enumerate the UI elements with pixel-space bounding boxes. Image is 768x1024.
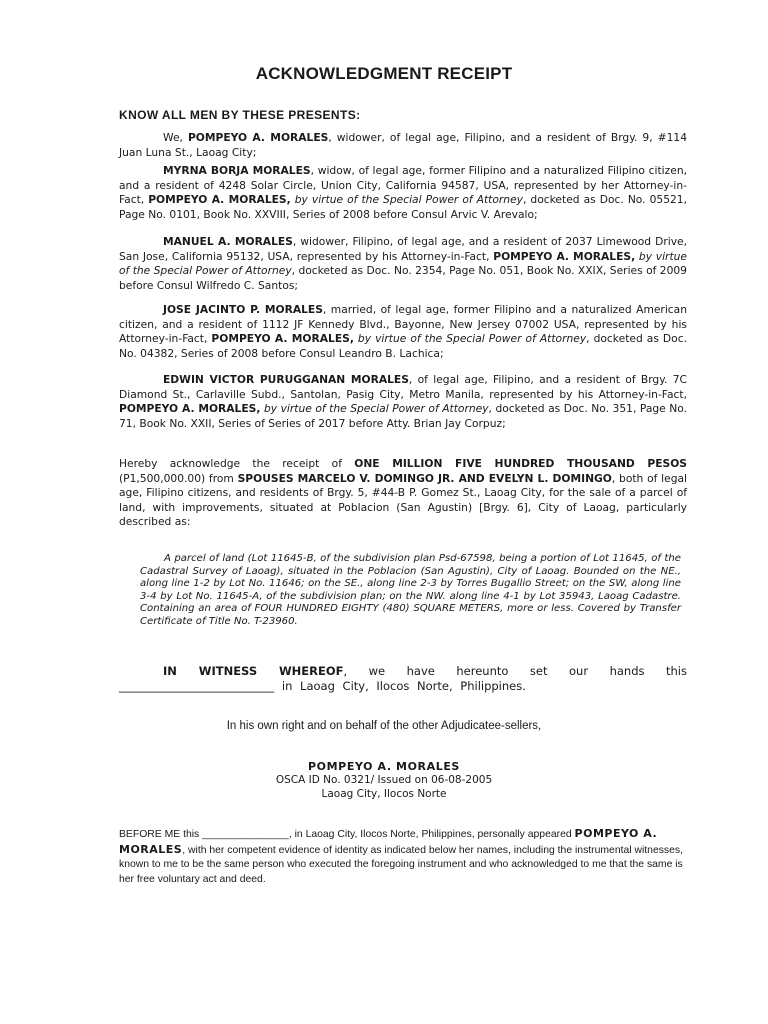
text: , of legal age, Filipino, and a resident of Brgy. 7C Diamond St., Carlaville Subd., Santolan, Pasig City, Metro Manila, represented by his Attorney-in-Fact, [119,373,687,401]
signatory-id: OSCA ID No. 0321/ Issued on 06-08-2005 [275,773,493,786]
party-name: EDWIN VICTOR PURUGGANAN MORALES [163,373,409,386]
party-name: MANUEL A. MORALES [163,235,293,248]
document-title: ACKNOWLEDGMENT RECEIPT [255,64,513,83]
text: in Laoag City, Ilocos Norte, Philippines. [274,679,526,693]
spa-reference: by virtue of the Special Power of Attorney [119,249,687,278]
signatory-name: POMPEYO A. MORALES [308,760,460,773]
attorney-name: POMPEYO A. MORALES, [148,193,291,207]
text: , widower, Filipino, of legal age, and a resident of 2037 Limewood Drive, San Jose, California 95132, USA, represented by his Attorney-in-Fact, [119,235,687,263]
witness-heading: IN WITNESS WHEREOF [163,664,344,678]
capacity-statement: In his own right and on behalf of the other Adjudicatee-sellers, [226,720,542,732]
party-paragraph-1 [119,131,687,160]
opening-line: KNOW ALL MEN BY THESE PRESENTS: [119,108,361,122]
party-name: MYRNA BORJA MORALES [163,164,311,177]
signatory-address: Laoag City, Ilocos Norte [321,787,447,800]
text: , both of legal age, Filipino citizens, and residents of Brgy. 5, #44-B P. Gomez St., Laoag City, for the sale of a parcel of land, with improvements, situated at Poblacion (San Agustin) [Brgy. 6], City of Laoag, particularly described as: [119,471,687,529]
text: , docketed as Doc. No. 2354, Page No. 051, Book No. XXIX, Series of 2009 before Consul Wilfredo C. Santos; [119,264,687,292]
text: , we have hereunto set our hands this [343,664,687,678]
party-paragraph-2 [119,164,687,222]
text: , docketed as Doc. No. 05521, Page No. 0101, Book No. XXVIII, Series of 2008 before Consul Arvic V. Arevalo; [119,193,687,221]
text: , docketed as Doc. No. 04382, Series of 2008 before Consul Leandro B. Lachica; [119,332,687,360]
text: We, [163,131,188,144]
signature-block [0,760,768,801]
text: Hereby acknowledge the receipt of [119,457,355,470]
text: , docketed as Doc. No. 351, Page No. 71, Book No. XXII, Series of Series of 2017 before Atty. Brian Jay Corpuz; [119,402,687,430]
attorney-name: POMPEYO A. MORALES, [211,332,354,346]
text: , widow, of legal age, former Filipino and a naturalized Filipino citizen, and a resident of 4248 Solar Circle, Union City, California 94587, USA, represented by her Attorney-in-Fact, [119,164,687,207]
attorney-name: POMPEYO A. MORALES, [493,249,636,263]
text: , widower, of legal age, Filipino, and a resident of Brgy. 9, #114 Juan Luna St., Laoag City; [119,131,688,159]
property-description: A parcel of land (Lot 11645-B, of the subdivision plan Psd-67598, being a portion of Lot 11645, of the Cadastral Survey of Laoag), situated in the Poblacion (San Agustin), City of Laoag. Bounded on the NE., along line 1-2 by Lot No. 11646; on the SE., along line 2-3 by Torres Bugallio Street; on the SW, along line 3-4 by Lot No. 11645-A, of the subdivision plan; on the NW. along line 4-1 by Lot 35943, Laoag Cadastre. Containing an area of FOUR HUNDRED EIGHTY (480) SQUARE METERS, more or less. Covered by Transfer Certificate of Title No. T-23960. [140,553,681,627]
witness-paragraph [119,664,687,694]
text: (P1,500,000.00) from [119,471,238,485]
attorney-name: POMPEYO A. MORALES, [119,402,261,416]
party-paragraph-4 [119,303,687,361]
receipt-paragraph [119,457,687,530]
text: , with her competent evidence of identity as indicated below her names, including the instrumental witnesses, known to me to be the same person who executed the foregoing instrument and who acknowledged to me that the same is her free voluntary act and deed. [119,844,683,885]
party-paragraph-3 [119,235,687,293]
text: BEFORE ME this _______________, in Laoag City, Ilocos Norte, Philippines, personally appeared [119,829,575,840]
party-name: POMPEYO A. MORALES [187,131,329,144]
buyers-name: SPOUSES MARCELO V. DOMINGO JR. AND EVELYN L. DOMINGO [237,471,612,485]
spa-reference: by virtue of the Special Power of Attorney [260,402,489,416]
party-paragraph-5 [119,373,687,431]
notarial-paragraph [119,827,687,887]
amount-text: ONE MILLION FIVE HUNDRED THOUSAND PESOS [354,457,687,470]
date-blank: ___________________________ [119,679,275,693]
party-name: JOSE JACINTO P. MORALES [163,303,323,316]
spa-reference: by virtue of the Special Power of Attorney [290,193,523,207]
appearing-party-name: POMPEYO A. MORALES [119,827,658,856]
text: , married, of legal age, former Filipino and a naturalized American citizen, and a resident of 1112 JF Kennedy Blvd., Bayonne, New Jersey 07002 USA, represented by his Attorney-in-Fact, [119,303,687,346]
spa-reference: by virtue of the Special Power of Attorney [353,332,587,346]
